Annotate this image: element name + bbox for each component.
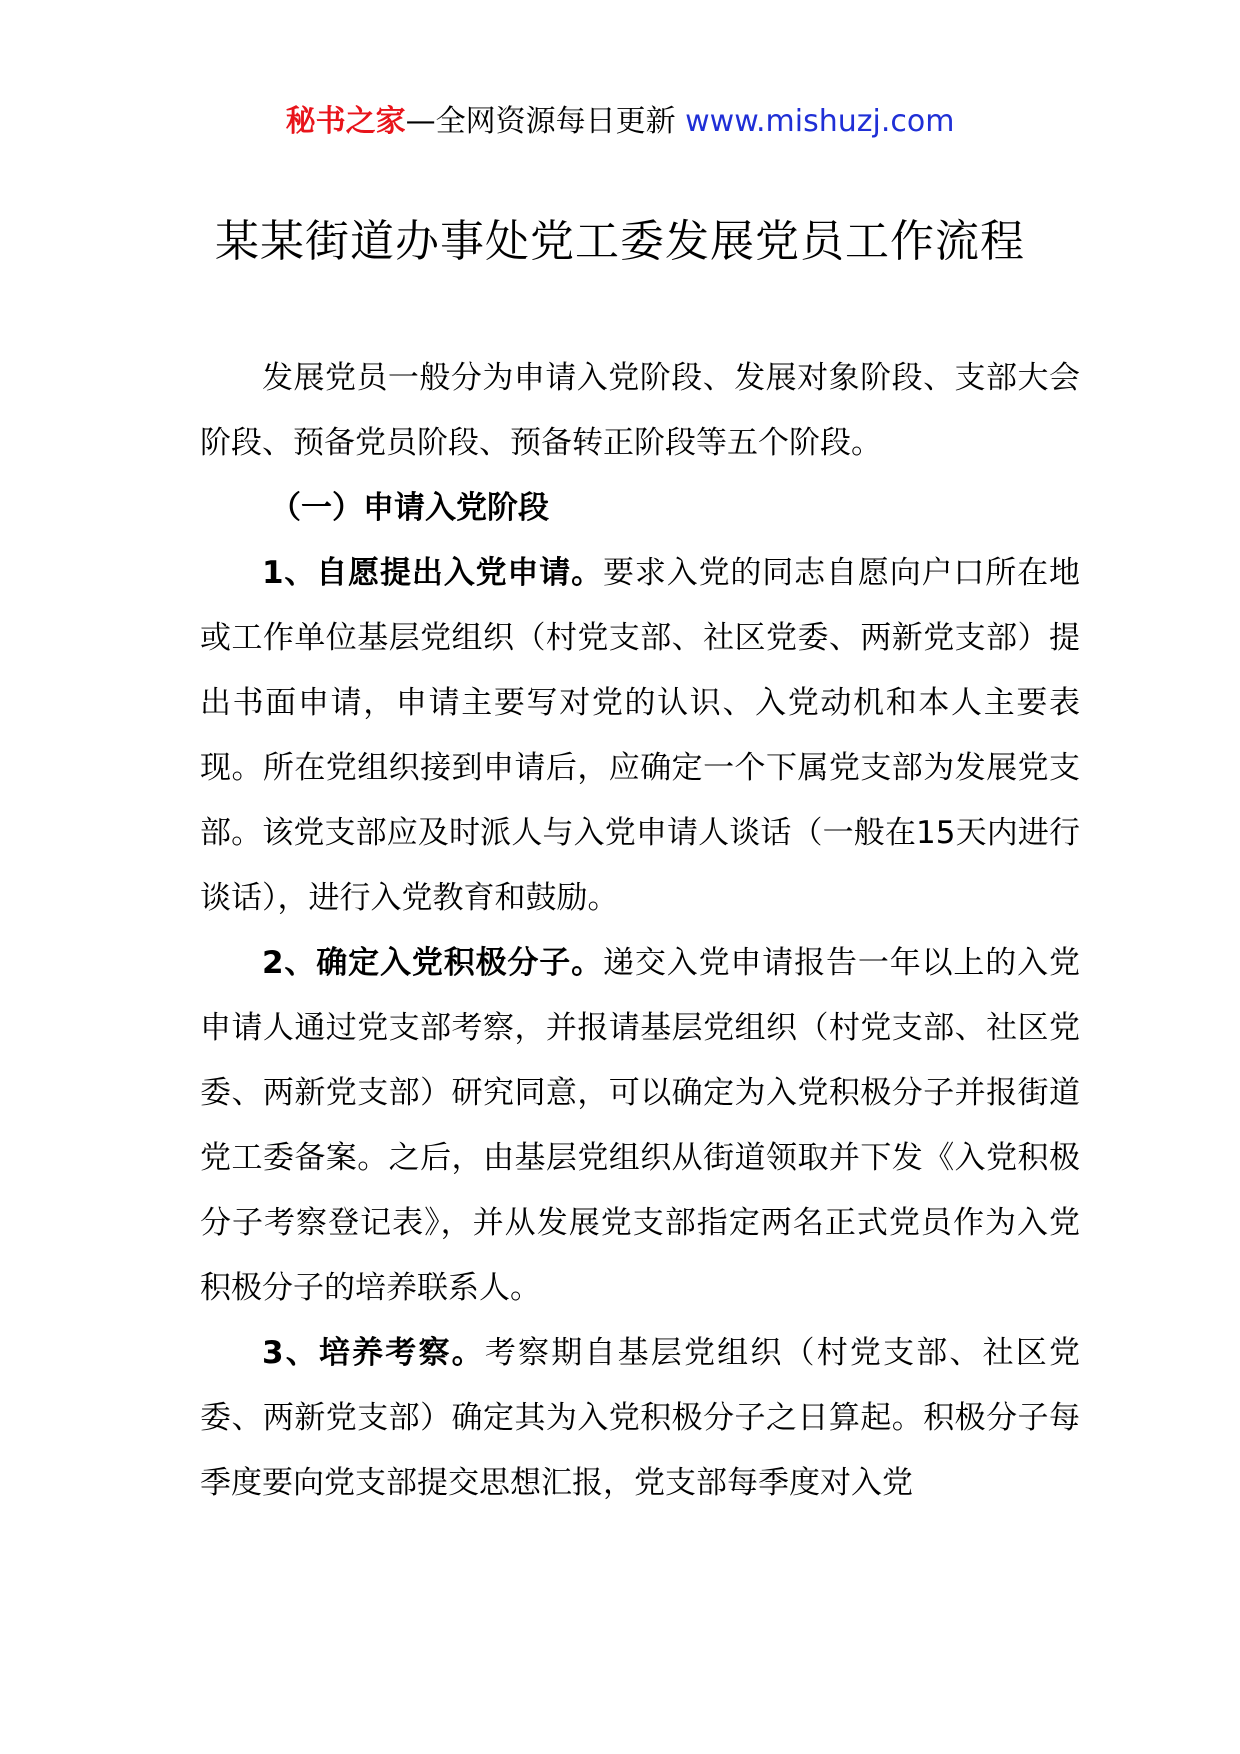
step-text: 要求入党的同志自愿向户口所在地或工作单位基层党组织（村党支部、社区党委、两新党支部）提出书面申请，申请主要写对党的认识、入党动机和本人主要表现。所在党组织接到申请后，应确定一个下属党支部为发展党支部。该党支部应及时派人与入党申请人谈话（一般在15天内进行谈话），进行入党教育和鼓励。	[200, 555, 1080, 916]
site-slogan: —全网资源每日更新	[405, 104, 686, 139]
step-paragraph	[200, 931, 1080, 1321]
step-lead: 3、培养考察。	[262, 1335, 485, 1371]
step-text: 递交入党申请报告一年以上的入党申请人通过党支部考察，并报请基层党组织（村党支部、社区党委、两新党支部）研究同意，可以确定为入党积极分子并报街道党工委备案。之后，由基层党组织从街道领取并下发《入党积极分子考察登记表》，并从发展党支部指定两名正式党员作为入党积极分子的培养联系人。	[200, 945, 1080, 1306]
step-paragraph	[200, 1321, 1080, 1516]
site-url-link[interactable]: www.mishuzj.com	[685, 104, 955, 139]
step-paragraph	[200, 541, 1080, 931]
step-lead: 2、确定入党积极分子。	[262, 945, 603, 981]
step-lead: 1、自愿提出入党申请。	[262, 555, 603, 591]
site-header	[0, 100, 1240, 144]
site-brand: 秘书之家	[285, 104, 406, 139]
step-text: 考察期自基层党组织（村党支部、社区党委、两新党支部）确定其为入党积极分子之日算起。积极分子每季度要向党支部提交思想汇报，党支部每季度对入党	[200, 1335, 1080, 1501]
document-title: 某某街道办事处党工委发展党员工作流程	[215, 216, 1025, 267]
document-body	[200, 346, 1080, 1516]
section-heading: （一）申请入党阶段	[270, 490, 549, 526]
intro-paragraph: 发展党员一般分为申请入党阶段、发展对象阶段、支部大会阶段、预备党员阶段、预备转正阶段等五个阶段。	[200, 360, 1080, 461]
